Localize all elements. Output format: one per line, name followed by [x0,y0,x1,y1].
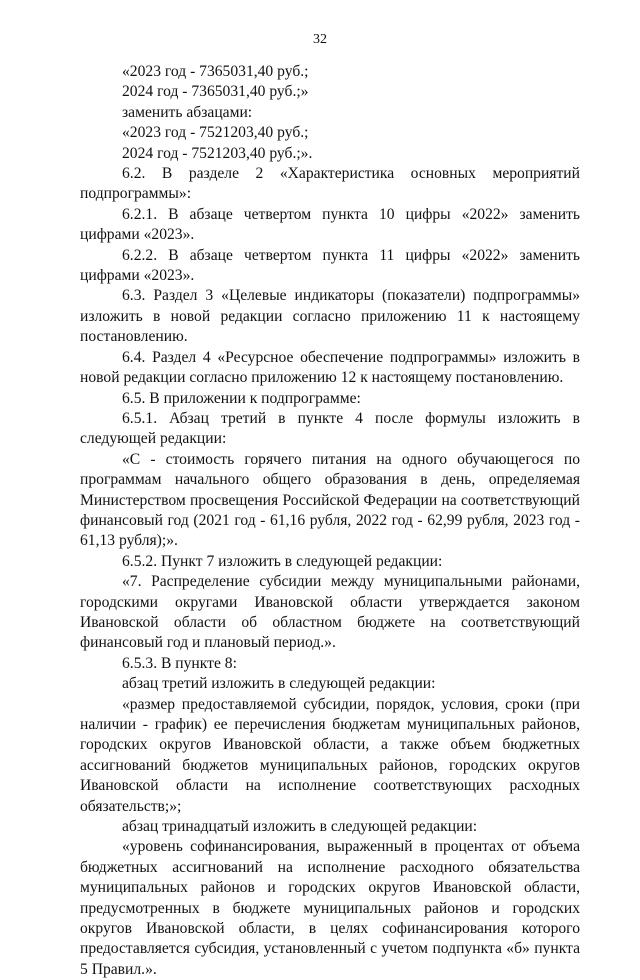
paragraph: «2023 год - 7521203,40 руб.; [122,124,309,142]
paragraph: «С - стоимость горячего питания на одного обучающегося по программам начального общего образования в день, определяемая Министерством просвещения Российской Федерации на соответствующий финансовый год (2021 год - 61,16 рубля, 2022 год - 62,99 рубля, 2023 год - 61,13 рубля);». [80,450,580,550]
document-body [80,62,580,980]
paragraph: 6.5.2. Пункт 7 изложить в следующей редакции: [122,552,443,570]
paragraph: 2024 год - 7365031,40 руб.;» [122,83,309,101]
paragraph: заменить абзацами: [122,103,253,121]
paragraph: 6.5.1. Абзац третий в пункте 4 после формулы изложить в следующей редакции: [80,409,580,448]
paragraph: «7. Распределение субсидии между муниципальными районами, городскими округами Ивановской области утверждается законом Ивановской области об областном бюджете на соответствующий финансовый год и плановый период.». [80,573,580,652]
paragraph: «2023 год - 7365031,40 руб.; [122,63,309,80]
paragraph: абзац третий изложить в следующей редакции: [122,675,436,693]
paragraph: 6.2.1. В абзаце четвертом пункта 10 цифры «2022» заменить цифрами «2023». [80,205,580,244]
paragraph: 6.5. В приложении к подпрограмме: [122,389,361,407]
paragraph: «уровень софинансирования, выраженный в процентах от объема бюджетных ассигнований на исполнение расходного обязательства муниципальных районов и городских округов Ивановской области, предусмотренных в бюджете муниципальных районов и городских округов Ивановской области, в целях софинансирования которого предоставляется субсидия, установленный с учетом подпункта «б» пункта 5 Правил.». [80,838,580,978]
paragraph: 2024 год - 7521203,40 руб.;». [122,144,313,162]
paragraph: 6.3. Раздел 3 «Целевые индикаторы (показатели) подпрограммы» изложить в новой редакции согласно приложению 11 к настоящему постановлению. [80,287,580,346]
paragraph: 6.4. Раздел 4 «Ресурсное обеспечение подпрограммы» изложить в новой редакции согласно приложению 12 к настоящему постановлению. [80,348,580,387]
paragraph: «размер предоставляемой субсидии, порядок, условия, сроки (при наличии - график) ее перечисления бюджетам муниципальных районов, городских округов Ивановской области, а также объем бюджетных ассигнований бюджетов муниципальных районов, городских округов Ивановской области на исполнение соответствующих расходных обязательств;»; [80,695,580,815]
paragraph: 6.2. В разделе 2 «Характеристика основных мероприятий подпрограммы»: [80,165,580,203]
page-number: 32 [313,32,327,47]
paragraph: абзац тринадцатый изложить в следующей редакции: [122,818,478,836]
paragraph: 6.2.2. В абзаце четвертом пункта 11 цифры «2022» заменить цифрами «2023». [80,246,580,285]
paragraph: 6.5.3. В пункте 8: [122,654,237,672]
